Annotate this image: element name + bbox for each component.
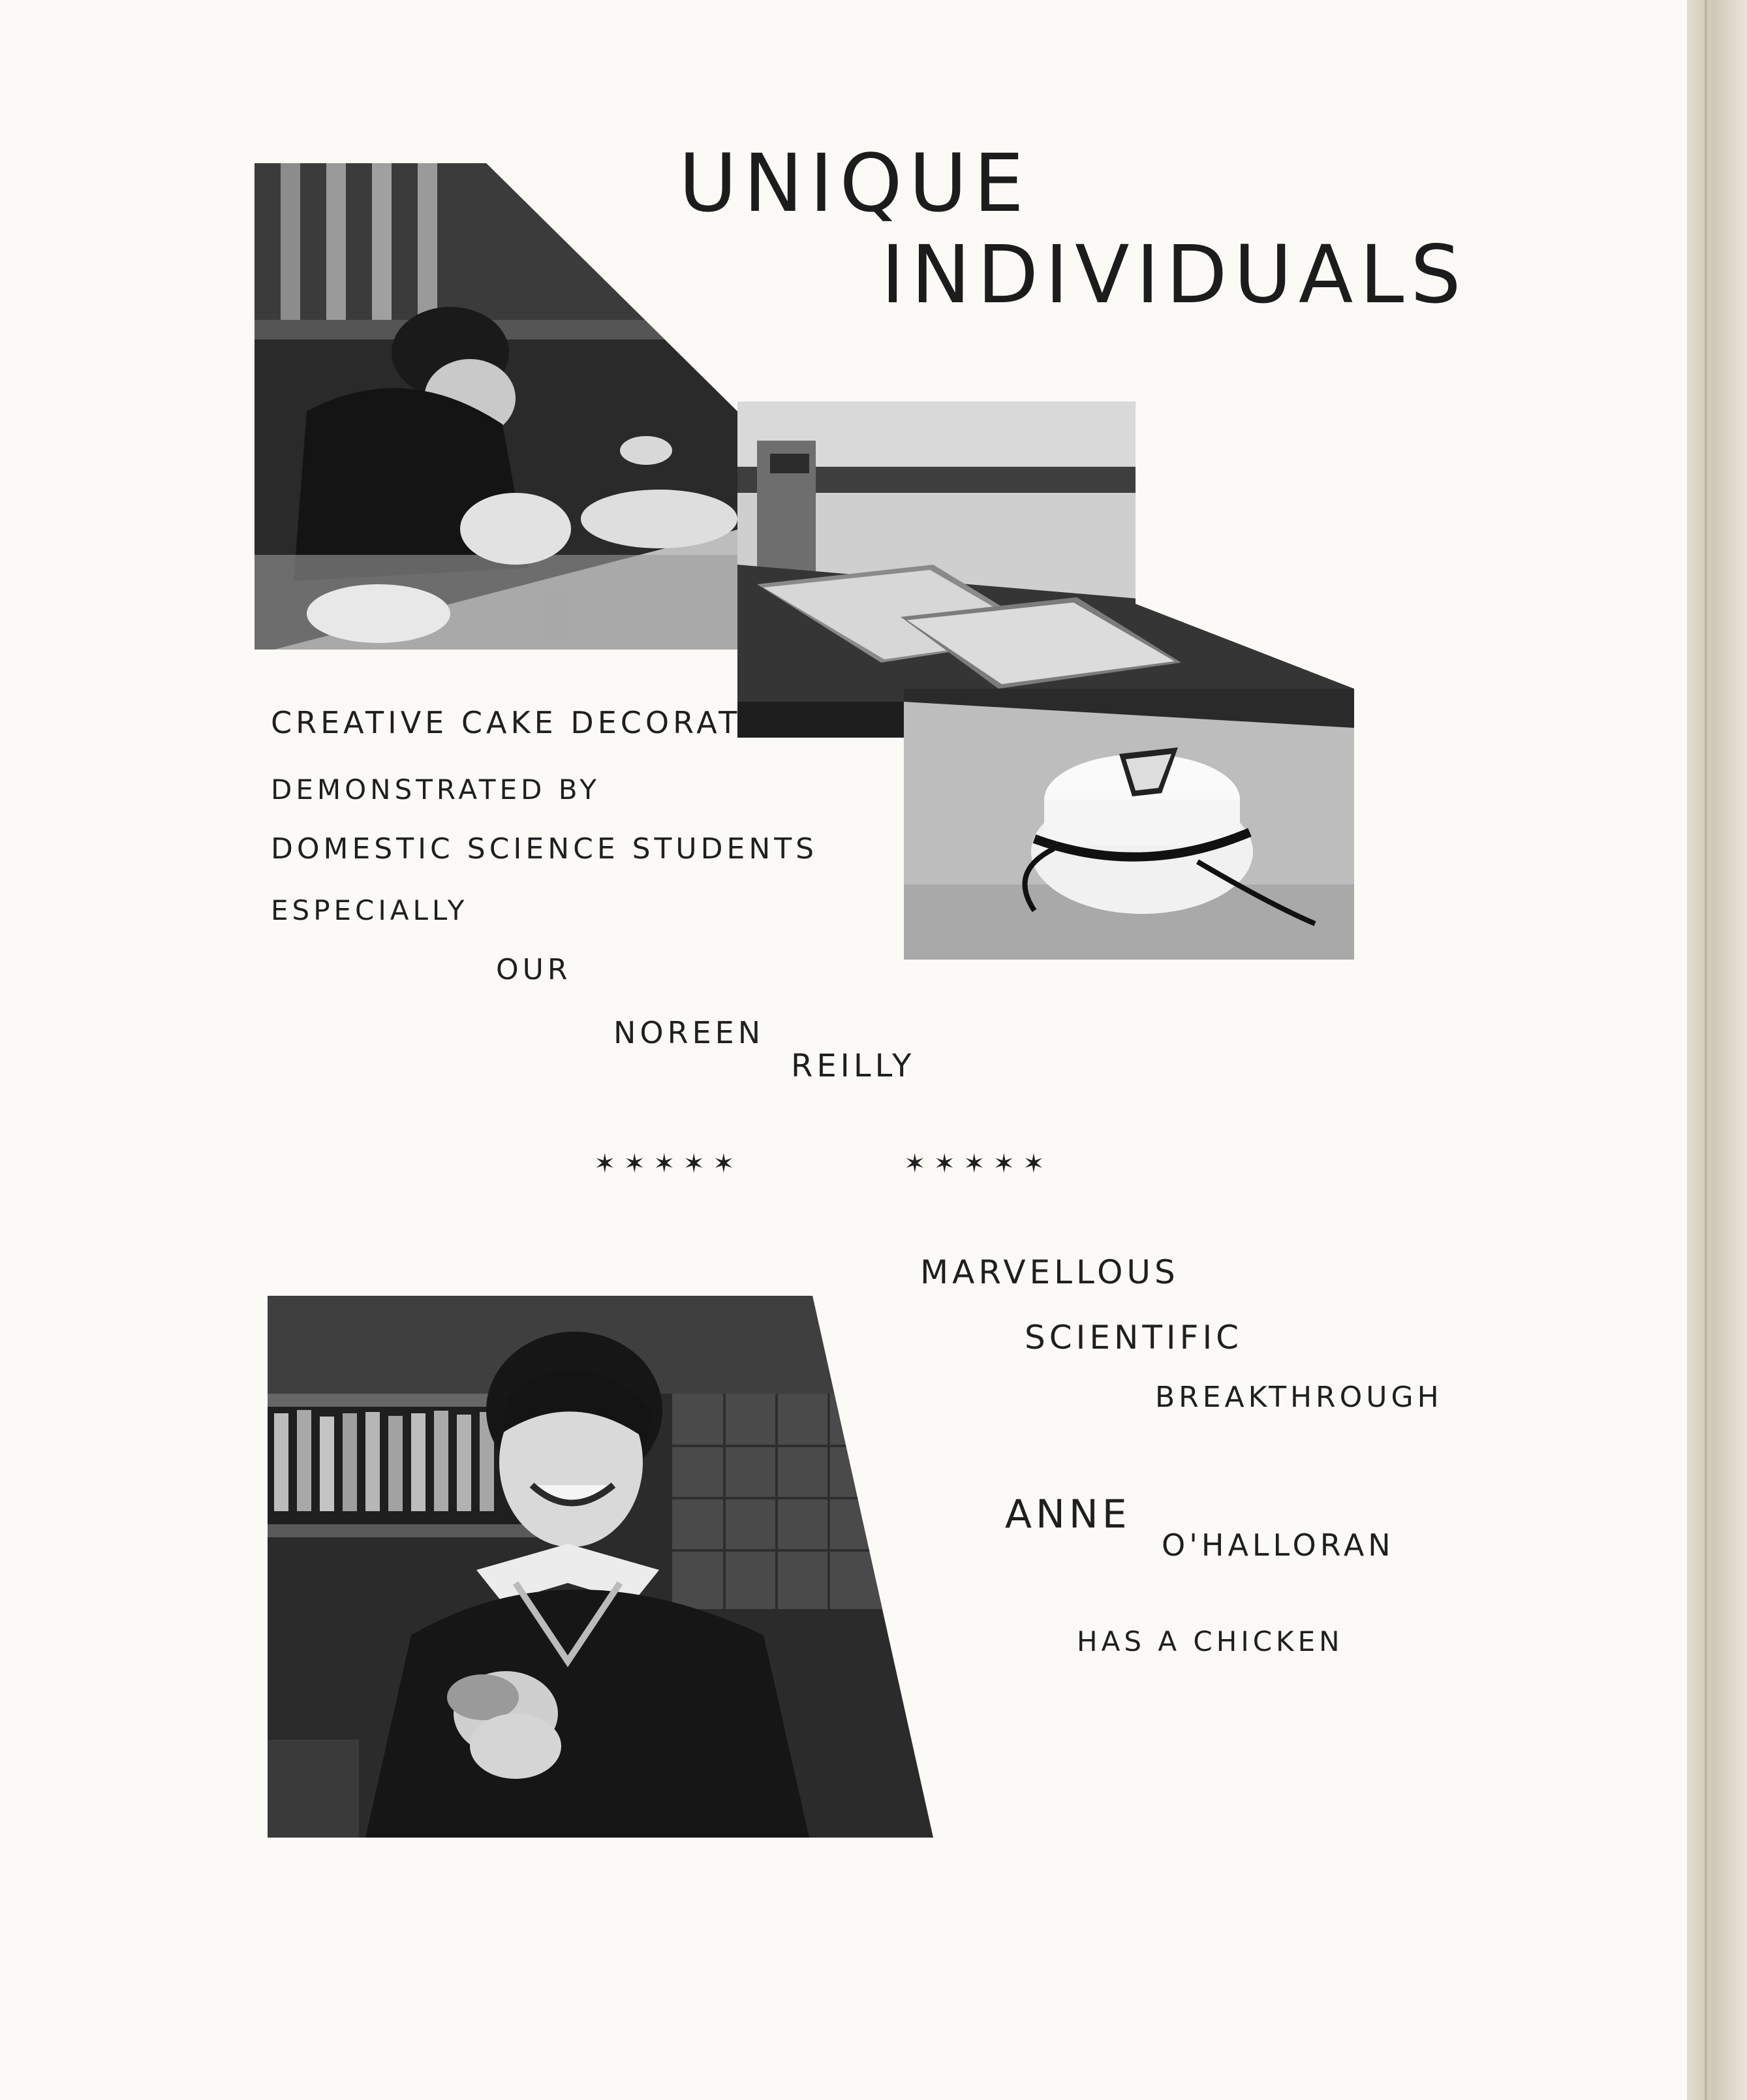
photo-student-with-chicken — [268, 1296, 933, 1838]
caption-name-first: NOREEN — [613, 1015, 765, 1050]
caption-sci-name-last: O'HALLORAN — [1162, 1528, 1395, 1563]
star-divider-left: ✶✶✶✶✶ — [594, 1149, 743, 1179]
caption-cake-line-1: CREATIVE CAKE DECORATING — [271, 705, 807, 740]
photo-cake-decorating — [255, 163, 741, 650]
star-divider-right: ✶✶✶✶✶ — [904, 1149, 1053, 1179]
caption-name-last: REILLY — [791, 1048, 916, 1084]
photo-decorated-cake — [904, 689, 1354, 960]
photo-baking-trays — [737, 401, 1354, 738]
book-spine — [1687, 0, 1747, 2100]
caption-sci-line-4: HAS A CHICKEN — [1077, 1625, 1344, 1657]
caption-sci-line-3: BREAKTHROUGH — [1155, 1381, 1443, 1414]
caption-sci-line-2: SCIENTIFIC — [1025, 1319, 1243, 1356]
caption-cake-line-4: ESPECIALLY — [271, 894, 469, 926]
caption-cake-line-2: DEMONSTRATED BY — [271, 774, 600, 806]
caption-cake-line-3: DOMESTIC SCIENCE STUDENTS — [271, 832, 818, 866]
caption-sci-name-first: ANNE — [1005, 1492, 1131, 1537]
page-title-line-2: INDIVIDUALS — [881, 228, 1468, 321]
caption-cake-line-5: OUR — [496, 953, 572, 986]
page-title-line-1: UNIQUE — [679, 137, 1030, 230]
page-edge-divider — [1705, 0, 1707, 2100]
caption-sci-line-1: MARVELLOUS — [920, 1253, 1179, 1291]
